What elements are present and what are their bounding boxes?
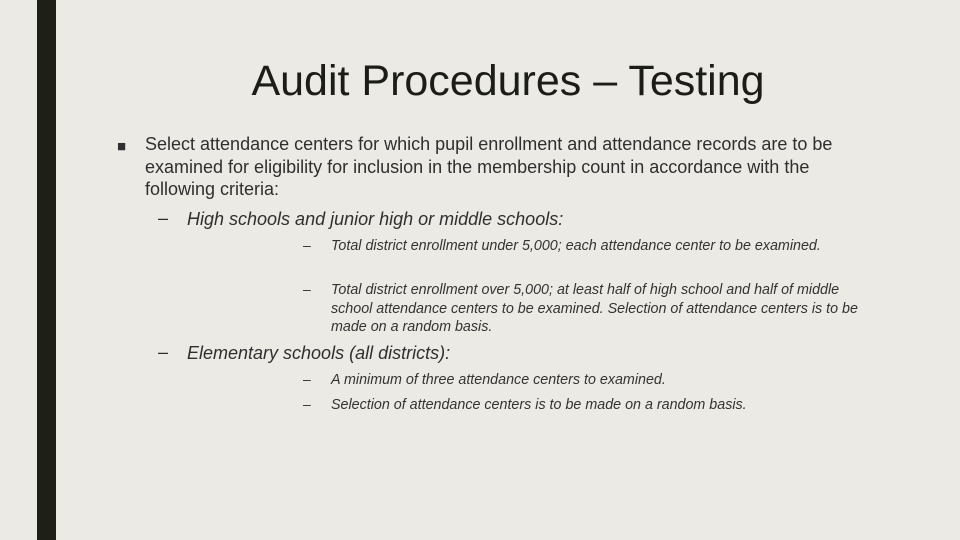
list-item: A minimum of three attendance centers to examined. — [331, 372, 666, 388]
list-item: Total district enrollment under 5,000; each attendance center to be examined. — [331, 238, 821, 254]
main-bullet-text: Select attendance centers for which pupil enrollment and attendance records are to be examined for eligibility for inclusion in the membership count in accordance with the following criteria: — [145, 134, 833, 199]
dash-bullet-icon: – — [158, 342, 169, 362]
list-item: Selection of attendance centers is to be made on a random basis. — [331, 397, 747, 413]
decorative-side-bar — [37, 0, 56, 540]
slide-title: Audit Procedures – Testing — [251, 57, 765, 105]
dash-bullet-icon: – — [303, 281, 311, 297]
sub-heading-high-schools: High schools and junior high or middle schools: — [187, 209, 564, 229]
dash-bullet-icon: – — [158, 208, 169, 228]
square-bullet-icon: ■ — [117, 138, 127, 155]
dash-bullet-icon: – — [303, 237, 311, 253]
dash-bullet-icon: – — [303, 371, 311, 387]
list-item: Total district enrollment over 5,000; at least half of high school and half of middle school attendance centers to be examined. Selection of attendance centers is to be made on a random basis. — [331, 282, 858, 335]
sub-heading-elementary: Elementary schools (all districts): — [187, 343, 451, 363]
dash-bullet-icon: – — [303, 396, 311, 412]
